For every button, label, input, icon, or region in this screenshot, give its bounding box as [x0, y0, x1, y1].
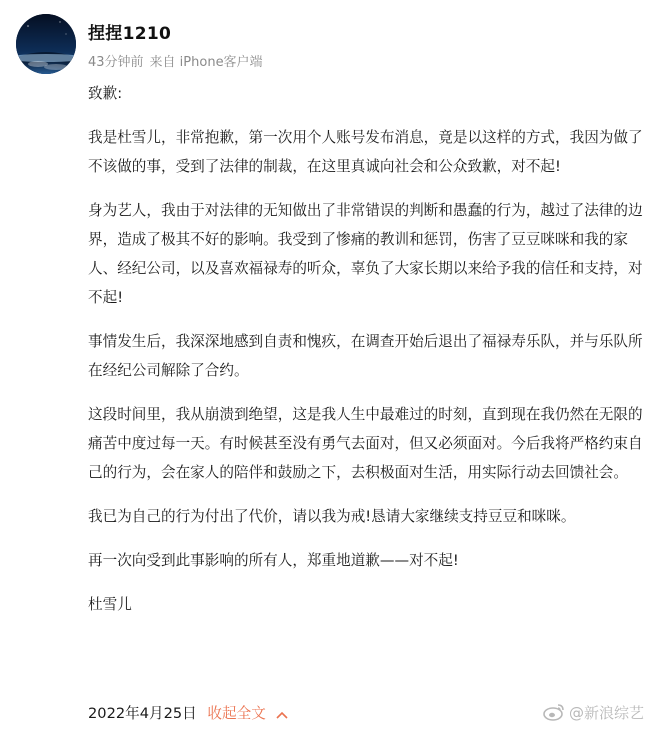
post-paragraph: 再一次向受到此事影响的所有人，郑重地道歉——对不起! — [88, 552, 459, 569]
earth-avatar-icon — [16, 14, 76, 74]
post-paragraph: 事情发生后，我深深地感到自责和愧疚，在调查开始后退出了福禄寿乐队，并与乐队所在经纪公司解除了合约。 — [88, 333, 643, 379]
post-date: 2022年4月25日 — [88, 705, 197, 722]
post-time: 43分钟前 — [88, 55, 144, 70]
watermark-text: @新浪综艺 — [568, 704, 644, 722]
post-paragraph: 我已为自己的行为付出了代价，请以我为戒!恳请大家继续支持豆豆和咪咪。 — [88, 508, 576, 525]
chevron-up-icon[interactable] — [276, 706, 288, 723]
post-paragraph: 身为艺人，我由于对法律的无知做出了非常错误的判断和愚蠢的行为，越过了法律的边界，造成了极其不好的影响。我受到了惨痛的教训和惩罚，伤害了豆豆咪咪和我的家人、经纪公司，以及喜欢福禄寿的听众，辜负了大家长期以来给予我的信任和支持，对不起! — [88, 202, 643, 306]
post-meta — [88, 51, 263, 70]
post-footer — [88, 702, 288, 723]
watermark — [543, 702, 644, 725]
avatar[interactable] — [16, 14, 76, 74]
post-body — [88, 79, 648, 619]
post-paragraph: 这段时间里，我从崩溃到绝望，这是我人生中最难过的时刻，直到现在我仍然在无限的痛苦中度过每一天。有时候甚至没有勇气去面对，但又必须面对。今后我将严格约束自己的行为，会在家人的陪伴和鼓励之下，去积极面对生活，用实际行动去回馈社会。 — [88, 406, 643, 481]
post-source: 来自 iPhone客户端 — [149, 55, 263, 70]
collapse-full-text-link[interactable]: 收起全文 — [207, 705, 266, 722]
weibo-logo-icon — [543, 703, 565, 725]
post-paragraph: 我是杜雪儿，非常抱歉，第一次用个人账号发布消息，竟是以这样的方式，我因为做了不该做的事，受到了法律的制裁，在这里真诚向社会和公众致歉，对不起! — [88, 129, 643, 175]
post-greeting: 致歉: — [88, 85, 123, 102]
post-signature: 杜雪儿 — [88, 596, 132, 613]
username[interactable]: 捏捏1210 — [88, 24, 172, 44]
post-header — [0, 0, 656, 80]
